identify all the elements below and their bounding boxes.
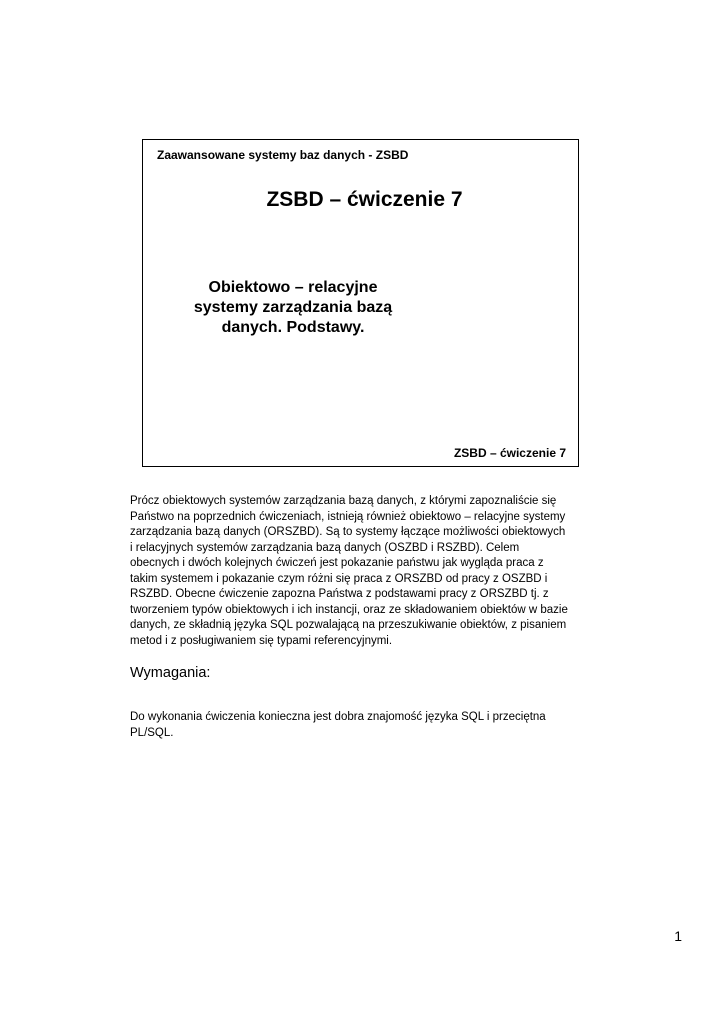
requirements-heading: Wymagania:: [130, 665, 211, 681]
paragraph-line: Prócz obiektowych systemów zarządzania bazą danych, z którymi zapoznaliście się: [130, 495, 557, 507]
paragraph-line: danych, ze składnią języka SQL pozwalającą na przeszukiwanie obiektów, z pisaniem: [130, 619, 567, 631]
paragraph-line: metod i z posługiwaniem się typami referencyjnymi.: [130, 634, 393, 647]
slide-subtitle-line: danych. Podstawy.: [221, 319, 365, 336]
slide-subtitle: [173, 278, 413, 338]
requirements-paragraph: [130, 710, 600, 741]
page-number: 1: [674, 928, 682, 944]
slide-frame: [142, 139, 579, 467]
slide-title: ZSBD – ćwiczenie 7: [266, 188, 463, 211]
intro-paragraph: [130, 494, 600, 649]
paragraph-line: RSZBD. Obecne ćwiczenie zapozna Państwa z podstawami pracy z ORSZBD tj. z: [130, 588, 549, 600]
paragraph-line: takim systemem i pokazanie czym różni się praca z ORSZBD od pracy z OSZBD i: [130, 572, 548, 585]
slide-footer: ZSBD – ćwiczenie 7: [453, 446, 566, 460]
paragraph-line: PL/SQL.: [130, 726, 174, 739]
slide-subtitle-line: systemy zarządzania bazą: [193, 299, 393, 316]
slide-header: Zaawansowane systemy baz danych - ZSBD: [157, 148, 409, 162]
paragraph-line: Państwo na poprzednich ćwiczeniach, istnieją również obiektowo – relacyjne systemy: [130, 510, 566, 523]
paragraph-line: zarządzania bazą danych (ORSZBD). Są to systemy łączące możliwości obiektowych: [130, 526, 566, 538]
paragraph-line: tworzeniem typów obiektowych i ich instancji, oraz ze składowaniem obiektów w bazie: [130, 603, 568, 616]
slide-subtitle-line: Obiektowo – relacyjne: [208, 279, 378, 296]
paragraph-line: obecnych i dwóch kolejnych ćwiczeń jest pokazanie państwu jak wygląda praca z: [130, 557, 544, 569]
paragraph-line: i relacyjnych systemów zarządzania bazą danych (OSZBD i RSZBD). Celem: [130, 541, 520, 554]
paragraph-line: Do wykonania ćwiczenia konieczna jest dobra znajomość języka SQL i przeciętna: [130, 711, 546, 723]
